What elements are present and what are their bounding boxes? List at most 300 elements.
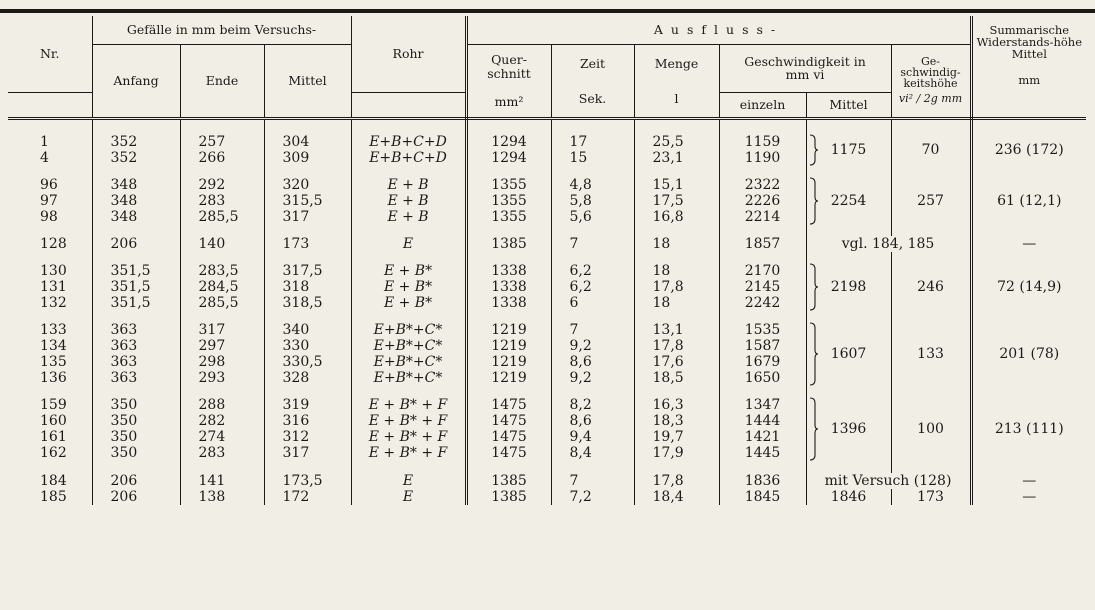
cell-ende: 292 <box>180 177 264 193</box>
table-row <box>8 473 1086 489</box>
cell-menge: 18,4 <box>634 489 719 505</box>
cell-ende: 298 <box>180 354 264 370</box>
cell-einzeln-value: 2214 <box>744 208 781 225</box>
spacer-cell <box>466 166 551 177</box>
cell-ende: 282 <box>180 413 264 429</box>
cell-zeit: 5,6 <box>551 209 634 225</box>
spacer-cell <box>551 311 634 322</box>
cell-zeit: 9,2 <box>551 338 634 354</box>
cell-anfang: 206 <box>92 473 180 489</box>
cell-einzeln <box>719 413 806 429</box>
cell-note: vgl. 184, 185 <box>806 236 971 252</box>
cell-ende: 285,5 <box>180 209 264 225</box>
cell-rohr: E + B* + F <box>351 413 466 429</box>
header-ende: Ende <box>180 44 264 118</box>
cell-nr: 1 <box>40 133 49 150</box>
cell-mittel: 304 <box>264 134 351 150</box>
cell-querschnitt: 1475 <box>466 445 551 461</box>
cell-einzeln <box>719 150 806 166</box>
cell-rohr: E+B*+C* <box>351 354 466 370</box>
cell-nr: 133 <box>40 321 67 338</box>
header-gefaelle: Gefälle in mm beim Versuchs- <box>92 16 351 44</box>
spacer-cell <box>806 311 891 322</box>
cell-hoehe: 246 <box>891 263 971 311</box>
cell-widerstand: 72 (14,9) <box>971 263 1086 311</box>
cell-geschw-mittel: 1846 <box>806 489 891 505</box>
group-brace-icon <box>809 177 819 225</box>
cell-querschnitt: 1475 <box>466 413 551 429</box>
spacer-cell <box>891 166 971 177</box>
spacer-cell <box>92 252 180 263</box>
header-menge <box>634 44 719 118</box>
cell-menge: 17,6 <box>634 354 719 370</box>
cell-geschw-mittel-value: 1175 <box>830 141 867 158</box>
cell-zeit: 6,2 <box>551 279 634 295</box>
spacer-cell <box>719 166 806 177</box>
cell-menge: 17,5 <box>634 193 719 209</box>
cell-einzeln-value: 1444 <box>744 412 781 429</box>
cell-rohr: E+B*+C* <box>351 338 466 354</box>
cell-einzeln-value: 1679 <box>744 353 781 370</box>
cell-ende: 283,5 <box>180 263 264 279</box>
cell-anfang: 348 <box>92 193 180 209</box>
spacer-cell <box>634 166 719 177</box>
cell-anfang: 350 <box>92 413 180 429</box>
cell-anfang: 352 <box>92 134 180 150</box>
spacer-cell <box>971 252 1086 263</box>
spacer-cell <box>264 461 351 473</box>
spacer-cell <box>351 386 466 397</box>
cell-anfang: 348 <box>92 177 180 193</box>
header-hoehe-formula: vi² / 2g mm <box>898 92 963 105</box>
cell-ende: 285,5 <box>180 295 264 311</box>
cell-menge: 18 <box>634 236 719 252</box>
cell-anfang: 351,5 <box>92 263 180 279</box>
cell-querschnitt: 1475 <box>466 397 551 413</box>
cell-mittel: 309 <box>264 150 351 166</box>
spacer-cell <box>971 166 1086 177</box>
cell-ende: 138 <box>180 489 264 505</box>
cell-rohr: E <box>351 473 466 489</box>
cell-einzeln <box>719 322 806 338</box>
cell-rohr: E+B*+C* <box>351 370 466 386</box>
cell-querschnitt: 1338 <box>466 263 551 279</box>
spacer-cell <box>971 461 1086 473</box>
spacer-row <box>8 166 1086 177</box>
cell-nr: 97 <box>40 192 58 209</box>
spacer-cell <box>264 118 351 134</box>
cell-menge: 17,8 <box>634 279 719 295</box>
cell-ende: 257 <box>180 134 264 150</box>
cell-rohr: E+B+C+D <box>351 134 466 150</box>
spacer-row <box>8 225 1086 236</box>
cell-ende: 288 <box>180 397 264 413</box>
cell-mittel: 330,5 <box>264 354 351 370</box>
spacer-cell <box>719 461 806 473</box>
cell-menge: 18 <box>634 295 719 311</box>
spacer-row <box>8 311 1086 322</box>
cell-nr: 96 <box>40 176 58 193</box>
cell-mittel: 318,5 <box>264 295 351 311</box>
cell-geschw-mittel <box>806 177 891 225</box>
cell-mittel: 320 <box>264 177 351 193</box>
header-nr: Nr. <box>8 16 92 92</box>
cell-rohr: E + B* <box>351 279 466 295</box>
spacer-cell <box>351 252 466 263</box>
cell-menge: 16,8 <box>634 209 719 225</box>
spacer-cell <box>92 225 180 236</box>
cell-anfang: 350 <box>92 445 180 461</box>
cell-einzeln <box>719 338 806 354</box>
cell-ende: 293 <box>180 370 264 386</box>
cell-einzeln-value: 1587 <box>744 337 781 354</box>
spacer-cell <box>264 166 351 177</box>
cell-anfang: 348 <box>92 209 180 225</box>
cell-rohr: E + B <box>351 177 466 193</box>
cell-nr: 132 <box>40 294 67 311</box>
cell-geschw-mittel-value: 2254 <box>830 192 867 209</box>
top-rule <box>0 9 1095 13</box>
cell-einzeln <box>719 473 806 489</box>
spacer-cell <box>92 461 180 473</box>
cell-zeit: 6 <box>551 295 634 311</box>
cell-rohr: E+B*+C* <box>351 322 466 338</box>
cell-einzeln-value: 2322 <box>744 176 781 193</box>
cell-einzeln-value: 1650 <box>744 369 781 386</box>
cell-nr: 160 <box>40 412 67 429</box>
cell-anfang: 206 <box>92 236 180 252</box>
cell-einzeln <box>719 429 806 445</box>
header-widerstand-label: Summarische Widerstands-höhe Mittel <box>976 23 1082 61</box>
spacer-cell <box>8 166 92 177</box>
spacer-cell <box>806 461 891 473</box>
spacer-cell <box>180 166 264 177</box>
cell-zeit: 5,8 <box>551 193 634 209</box>
cell-zeit: 15 <box>551 150 634 166</box>
spacer-cell <box>634 225 719 236</box>
header-widerstand <box>971 16 1086 118</box>
cell-querschnitt: 1385 <box>466 473 551 489</box>
cell-menge: 18,5 <box>634 370 719 386</box>
header-querschnitt-label: Quer-schnitt <box>487 52 531 81</box>
cell-nr: 162 <box>40 444 67 461</box>
cell-einzeln <box>719 236 806 252</box>
cell-anfang: 351,5 <box>92 295 180 311</box>
spacer-cell <box>180 118 264 134</box>
cell-rohr: E + B* + F <box>351 397 466 413</box>
spacer-cell <box>264 311 351 322</box>
cell-ende: 266 <box>180 150 264 166</box>
cell-geschw-mittel <box>806 397 891 461</box>
cell-anfang: 350 <box>92 429 180 445</box>
cell-querschnitt: 1355 <box>466 193 551 209</box>
cell-hoehe: 100 <box>891 397 971 461</box>
cell-einzeln <box>719 397 806 413</box>
cell-einzeln <box>719 445 806 461</box>
cell-widerstand: 201 (78) <box>971 322 1086 386</box>
cell-rohr: E <box>351 236 466 252</box>
cell-einzeln-value: 1857 <box>744 235 781 252</box>
spacer-cell <box>8 225 92 236</box>
cell-zeit: 8,6 <box>551 354 634 370</box>
spacer-cell <box>891 311 971 322</box>
cell-zeit: 8,6 <box>551 413 634 429</box>
cell-nr: 128 <box>40 235 67 252</box>
cell-querschnitt: 1338 <box>466 295 551 311</box>
cell-zeit: 8,4 <box>551 445 634 461</box>
header-anfang: Anfang <box>92 44 180 118</box>
cell-note: mit Versuch (128) <box>806 473 971 489</box>
spacer-cell <box>806 118 891 134</box>
cell-rohr: E + B* <box>351 295 466 311</box>
cell-zeit: 7 <box>551 322 634 338</box>
cell-menge: 15,1 <box>634 177 719 193</box>
cell-mittel: 340 <box>264 322 351 338</box>
cell-anfang: 351,5 <box>92 279 180 295</box>
cell-hoehe: 257 <box>891 177 971 225</box>
cell-einzeln <box>719 489 806 505</box>
header-rohr: Rohr <box>351 16 466 92</box>
spacer-cell <box>891 118 971 134</box>
spacer-cell <box>634 252 719 263</box>
group-brace-icon <box>809 322 819 386</box>
cell-menge: 17,9 <box>634 445 719 461</box>
table-row <box>8 397 1086 413</box>
spacer-cell <box>971 118 1086 134</box>
cell-einzeln-value: 1836 <box>744 472 781 489</box>
spacer-cell <box>264 386 351 397</box>
spacer-cell <box>466 461 551 473</box>
spacer-cell <box>180 386 264 397</box>
cell-nr: 159 <box>40 396 67 413</box>
cell-mittel: 316 <box>264 413 351 429</box>
cell-hoehe: 173 <box>891 489 971 505</box>
cell-zeit: 6,2 <box>551 263 634 279</box>
spacer-cell <box>806 252 891 263</box>
spacer-cell <box>634 118 719 134</box>
spacer-cell <box>351 118 466 134</box>
table-header <box>8 16 1086 118</box>
header-zeit-label: Zeit <box>579 55 606 71</box>
table-row <box>8 263 1086 279</box>
spacer-cell <box>634 311 719 322</box>
spacer-cell <box>180 252 264 263</box>
cell-mittel: 317 <box>264 209 351 225</box>
cell-menge: 16,3 <box>634 397 719 413</box>
cell-ende: 140 <box>180 236 264 252</box>
spacer-cell <box>551 252 634 263</box>
cell-querschnitt: 1219 <box>466 338 551 354</box>
cell-ende: 274 <box>180 429 264 445</box>
spacer-cell <box>351 311 466 322</box>
spacer-cell <box>551 118 634 134</box>
cell-ende: 283 <box>180 193 264 209</box>
header-geschw: Geschwindigkeit in mm vi <box>719 44 891 92</box>
group-brace-icon <box>809 263 819 311</box>
cell-einzeln-value: 1845 <box>744 488 781 505</box>
cell-rohr: E + B <box>351 193 466 209</box>
cell-mittel: 172 <box>264 489 351 505</box>
cell-widerstand: — <box>971 473 1086 489</box>
cell-einzeln-value: 1159 <box>744 133 781 150</box>
header-mittel: Mittel <box>264 44 351 118</box>
header-menge-unit: l <box>674 90 679 106</box>
spacer-cell <box>466 225 551 236</box>
cell-querschnitt: 1219 <box>466 354 551 370</box>
spacer-cell <box>806 386 891 397</box>
table-row <box>8 489 1086 505</box>
cell-widerstand: 236 (172) <box>971 134 1086 166</box>
spacer-cell <box>551 225 634 236</box>
spacer-cell <box>351 166 466 177</box>
cell-einzeln-value: 1347 <box>744 396 781 413</box>
cell-einzeln-value: 2170 <box>744 262 781 279</box>
cell-ende: 141 <box>180 473 264 489</box>
cell-ende: 284,5 <box>180 279 264 295</box>
spacer-cell <box>806 166 891 177</box>
cell-nr: 98 <box>40 208 58 225</box>
spacer-row <box>8 118 1086 134</box>
spacer-cell <box>551 386 634 397</box>
cell-einzeln <box>719 354 806 370</box>
cell-widerstand: 61 (12,1) <box>971 177 1086 225</box>
cell-nr: 131 <box>40 278 67 295</box>
cell-einzeln <box>719 279 806 295</box>
spacer-cell <box>466 252 551 263</box>
cell-mittel: 319 <box>264 397 351 413</box>
cell-rohr: E + B* + F <box>351 429 466 445</box>
cell-einzeln-value: 1445 <box>744 444 781 461</box>
spacer-cell <box>92 386 180 397</box>
spacer-cell <box>351 225 466 236</box>
cell-querschnitt: 1355 <box>466 209 551 225</box>
spacer-cell <box>971 386 1086 397</box>
cell-anfang: 363 <box>92 354 180 370</box>
cell-rohr: E + B* <box>351 263 466 279</box>
spacer-cell <box>92 311 180 322</box>
spacer-cell <box>634 386 719 397</box>
cell-zeit: 7 <box>551 236 634 252</box>
cell-mittel: 317 <box>264 445 351 461</box>
cell-querschnitt: 1294 <box>466 134 551 150</box>
cell-querschnitt: 1294 <box>466 150 551 166</box>
cell-nr: 136 <box>40 369 67 386</box>
header-einzeln: einzeln <box>719 92 806 118</box>
cell-geschw-mittel <box>806 134 891 166</box>
spacer-cell <box>92 166 180 177</box>
cell-nr: 185 <box>40 488 67 505</box>
cell-menge: 13,1 <box>634 322 719 338</box>
spacer-cell <box>264 252 351 263</box>
spacer-cell <box>466 311 551 322</box>
spacer-cell <box>351 461 466 473</box>
cell-einzeln-value: 2145 <box>744 278 781 295</box>
spacer-cell <box>719 386 806 397</box>
cell-zeit: 8,2 <box>551 397 634 413</box>
cell-einzeln <box>719 193 806 209</box>
header-nr-bottom <box>8 92 92 118</box>
spacer-cell <box>971 311 1086 322</box>
cell-geschw-mittel-value: 2198 <box>830 278 867 295</box>
spacer-cell <box>8 118 92 134</box>
cell-mittel: 318 <box>264 279 351 295</box>
cell-menge: 25,5 <box>634 134 719 150</box>
cell-zeit: 7,2 <box>551 489 634 505</box>
cell-ende: 283 <box>180 445 264 461</box>
header-menge-label: Menge <box>654 55 699 71</box>
cell-hoehe: 133 <box>891 322 971 386</box>
cell-anfang: 350 <box>92 397 180 413</box>
cell-querschnitt: 1475 <box>466 429 551 445</box>
cell-querschnitt: 1385 <box>466 236 551 252</box>
spacer-cell <box>719 225 806 236</box>
cell-zeit: 4,8 <box>551 177 634 193</box>
spacer-cell <box>551 166 634 177</box>
cell-anfang: 363 <box>92 370 180 386</box>
spacer-cell <box>891 461 971 473</box>
cell-querschnitt: 1385 <box>466 489 551 505</box>
cell-widerstand: 213 (111) <box>971 397 1086 461</box>
header-rohr-bottom <box>351 92 466 118</box>
header-hoehe-label: Ge-schwindig-keitshöhe <box>900 55 961 90</box>
spacer-cell <box>180 225 264 236</box>
cell-einzeln-value: 1190 <box>744 149 781 166</box>
cell-zeit: 17 <box>551 134 634 150</box>
spacer-cell <box>92 118 180 134</box>
cell-querschnitt: 1219 <box>466 370 551 386</box>
cell-zeit: 7 <box>551 473 634 489</box>
cell-rohr: E + B <box>351 209 466 225</box>
spacer-cell <box>466 118 551 134</box>
cell-einzeln-value: 1421 <box>744 428 781 445</box>
cell-einzeln <box>719 263 806 279</box>
spacer-cell <box>8 386 92 397</box>
cell-hoehe: 70 <box>891 134 971 166</box>
spacer-row <box>8 461 1086 473</box>
table-row <box>8 236 1086 252</box>
cell-mittel: 328 <box>264 370 351 386</box>
cell-widerstand: — <box>971 236 1086 252</box>
spacer-row <box>8 386 1086 397</box>
spacer-cell <box>634 461 719 473</box>
spacer-cell <box>719 311 806 322</box>
cell-mittel: 173,5 <box>264 473 351 489</box>
cell-geschw-mittel <box>806 322 891 386</box>
cell-mittel: 315,5 <box>264 193 351 209</box>
cell-einzeln <box>719 295 806 311</box>
cell-rohr: E <box>351 489 466 505</box>
cell-nr: 4 <box>40 149 49 166</box>
header-querschnitt-unit: mm² <box>494 94 524 109</box>
spacer-cell <box>264 225 351 236</box>
cell-menge: 19,7 <box>634 429 719 445</box>
spacer-cell <box>180 461 264 473</box>
header-widerstand-unit: mm <box>1018 73 1041 87</box>
cell-nr: 135 <box>40 353 67 370</box>
cell-querschnitt: 1338 <box>466 279 551 295</box>
spacer-cell <box>719 118 806 134</box>
cell-mittel: 173 <box>264 236 351 252</box>
cell-nr: 134 <box>40 337 67 354</box>
cell-einzeln <box>719 209 806 225</box>
group-brace-icon <box>809 397 819 461</box>
cell-mittel: 330 <box>264 338 351 354</box>
cell-einzeln-value: 1535 <box>744 321 781 338</box>
spacer-row <box>8 252 1086 263</box>
header-ausfluss: Ausfluss- <box>466 16 971 44</box>
cell-menge: 18 <box>634 263 719 279</box>
header-zeit-unit: Sek. <box>578 90 607 106</box>
